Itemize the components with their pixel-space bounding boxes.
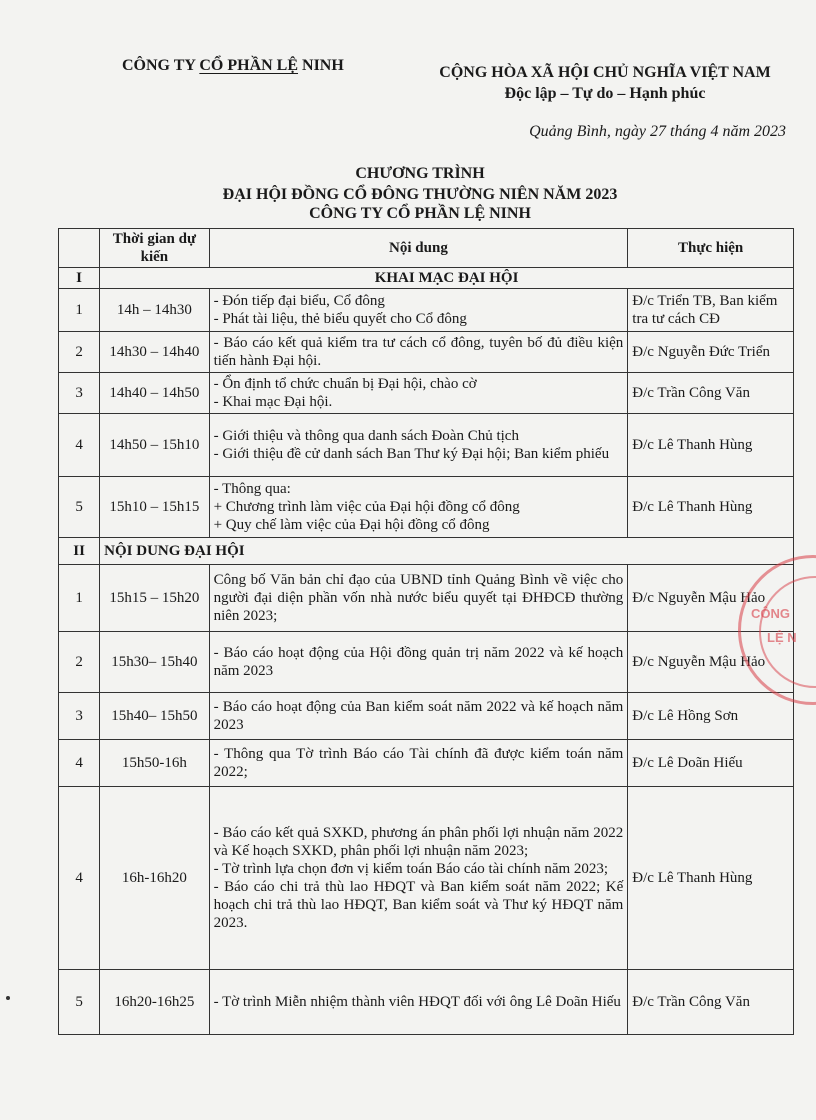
document-title: CHƯƠNG TRÌNH: [355, 165, 485, 182]
table-row: [59, 740, 794, 787]
row-content: [209, 332, 628, 373]
row-performer: Đ/c Lê Thanh Hùng: [628, 414, 794, 477]
table-row: [59, 477, 794, 538]
document-date: Quảng Bình, ngày 27 tháng 4 năm 2023: [529, 123, 786, 140]
row-number: 4: [59, 740, 100, 787]
table-row: [59, 787, 794, 970]
company-name-underlined: CỔ PHẦN LỆ: [199, 57, 299, 74]
row-performer: Đ/c Trần Công Văn: [628, 373, 794, 414]
row-performer: Đ/c Lê Doãn Hiếu: [628, 740, 794, 787]
agenda-table: [58, 228, 794, 1035]
row-time: 15h30– 15h40: [100, 632, 209, 693]
row-number: 4: [59, 787, 100, 970]
row-performer: Đ/c Lê Hồng Sơn: [628, 693, 794, 740]
content-line: - Báo cáo hoạt động của Hội đồng quản trị năm 2022 và kế hoạch năm 2023: [213, 645, 624, 679]
nation-name: CỘNG HÒA XÃ HỘI CHỦ NGHĨA VIỆT NAM: [439, 64, 771, 81]
table-row: [59, 970, 794, 1035]
company-name-prefix: CÔNG TY: [122, 57, 200, 74]
table-row: [59, 693, 794, 740]
national-header: [420, 62, 790, 104]
col-time-header: Thời gian dự kiến: [100, 229, 209, 268]
content-line: - Thông qua:: [213, 481, 291, 497]
content-line: - Thông qua Tờ trình Báo cáo Tài chính đã được kiểm toán năm 2022;: [213, 746, 624, 780]
section-title: NỘI DUNG ĐẠI HỘI: [100, 538, 794, 565]
table-row: [59, 332, 794, 373]
row-number: 2: [59, 332, 100, 373]
stamp-text-2: LỆ N: [767, 630, 797, 645]
stamp-text-1: CÔNG: [751, 606, 790, 621]
row-time: 15h50-16h: [100, 740, 209, 787]
row-time: 16h-16h20: [100, 787, 209, 970]
content-line: - Phát tài liệu, thẻ biểu quyết cho Cổ đông: [213, 311, 467, 327]
row-performer: Đ/c Trần Công Văn: [628, 970, 794, 1035]
row-number: 4: [59, 414, 100, 477]
row-content: [209, 565, 628, 632]
row-time: 14h30 – 14h40: [100, 332, 209, 373]
table-row: [59, 373, 794, 414]
content-line: - Tờ trình Miễn nhiệm thành viên HĐQT đối với ông Lê Doãn Hiếu: [213, 994, 621, 1010]
row-content: [209, 740, 628, 787]
content-line: Công bố Văn bản chỉ đạo của UBND tỉnh Quảng Bình về việc cho người đại diện phần vốn nhà nước biểu quyết tại ĐHĐCĐ thường niên 2023;: [213, 572, 624, 624]
row-content: [209, 787, 628, 970]
content-line: - Báo cáo kết quả SXKD, phương án phân phối lợi nhuận năm 2022 và Kế hoạch SXKD, phân phối lợi nhuận năm 2023;: [213, 825, 624, 859]
row-performer: Đ/c Lê Thanh Hùng: [628, 787, 794, 970]
row-time: 15h40– 15h50: [100, 693, 209, 740]
col-performer-header: Thực hiện: [628, 229, 794, 268]
row-number: 5: [59, 970, 100, 1035]
table-row: [59, 565, 794, 632]
content-line: + Chương trình làm việc của Đại hội đồng cổ đông: [213, 499, 520, 515]
content-line: - Giới thiệu và thông qua danh sách Đoàn Chủ tịch: [213, 428, 519, 444]
content-line: - Báo cáo kết quả kiểm tra tư cách cổ đông, tuyên bố đủ điều kiện tiến hành Đại hội.: [213, 335, 624, 369]
row-time: 14h50 – 15h10: [100, 414, 209, 477]
document-subtitle: ĐẠI HỘI ĐỒNG CỔ ĐÔNG THƯỜNG NIÊN NĂM 2023: [222, 186, 618, 203]
content-line: - Giới thiệu đề cử danh sách Ban Thư ký Đại hội; Ban kiểm phiếu: [213, 446, 610, 462]
national-motto: Độc lập – Tự do – Hạnh phúc: [504, 85, 706, 102]
row-performer: Đ/c Nguyễn Đức Triển: [628, 332, 794, 373]
col-content-header: Nội dung: [209, 229, 628, 268]
col-number-header: [59, 229, 100, 268]
content-line: + Quy chế làm việc của Đại hội đồng cổ đông: [213, 517, 490, 533]
table-row: [59, 414, 794, 477]
row-performer: Đ/c Triển TB, Ban kiểm tra tư cách CĐ: [628, 289, 794, 332]
table-header-row: [59, 229, 794, 268]
row-performer: Đ/c Lê Thanh Hùng: [628, 477, 794, 538]
row-number: 1: [59, 565, 100, 632]
company-name-suffix: NINH: [298, 57, 344, 74]
row-time: 14h – 14h30: [100, 289, 209, 332]
row-number: 5: [59, 477, 100, 538]
section-roman: II: [59, 538, 100, 565]
row-content: [209, 373, 628, 414]
company-name: [122, 57, 344, 75]
section-title: KHAI MẠC ĐẠI HỘI: [100, 268, 794, 289]
row-content: [209, 632, 628, 693]
content-line: - Tờ trình lựa chọn đơn vị kiểm toán Báo cáo tài chính năm 2023;: [213, 861, 609, 877]
scan-speck: [6, 996, 10, 1000]
row-number: 2: [59, 632, 100, 693]
content-line: - Đón tiếp đại biểu, Cổ đông: [213, 293, 385, 309]
row-time: 15h15 – 15h20: [100, 565, 209, 632]
row-number: 3: [59, 373, 100, 414]
content-line: - Báo cáo hoạt động của Ban kiểm soát năm 2022 và kế hoạch năm 2023: [213, 699, 624, 733]
row-performer: Đ/c Nguyễn Mậu Hảo: [628, 565, 794, 632]
row-performer: Đ/c Nguyễn Mậu Hảo: [628, 632, 794, 693]
content-line: - Báo cáo chi trả thù lao HĐQT và Ban kiểm soát năm 2022; Kế hoạch chi trả thù lao HĐQT, Ban kiểm soát và Thư ký HĐQT năm 2023.: [213, 879, 624, 931]
row-content: [209, 414, 628, 477]
row-time: 16h20-16h25: [100, 970, 209, 1035]
row-content: [209, 477, 628, 538]
row-time: 14h40 – 14h50: [100, 373, 209, 414]
table-row: [59, 289, 794, 332]
table-row: [59, 632, 794, 693]
content-line: - Ổn định tổ chức chuẩn bị Đại hội, chào cờ: [213, 376, 477, 392]
row-number: 3: [59, 693, 100, 740]
row-time: 15h10 – 15h15: [100, 477, 209, 538]
row-content: [209, 693, 628, 740]
section-row-opening: [59, 268, 794, 289]
section-roman: I: [59, 268, 100, 289]
document-company-title: CÔNG TY CỔ PHẦN LỆ NINH: [309, 205, 531, 222]
row-content: [209, 289, 628, 332]
section-row-content: [59, 538, 794, 565]
row-content: [209, 970, 628, 1035]
content-line: - Khai mạc Đại hội.: [213, 394, 333, 410]
row-number: 1: [59, 289, 100, 332]
